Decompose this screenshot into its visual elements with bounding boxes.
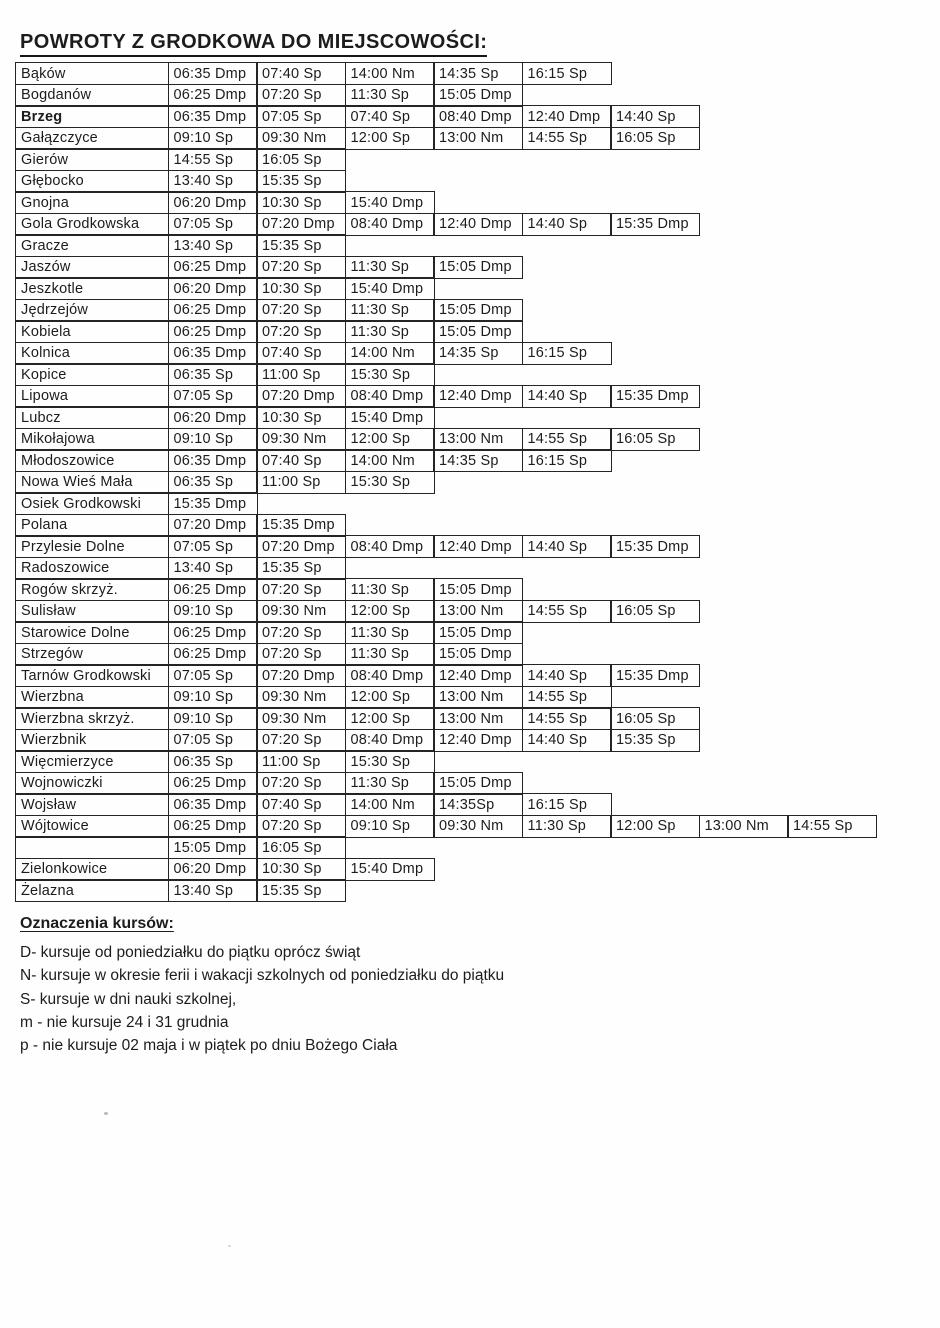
departure-time-cell: 08:40 Dmp: [345, 664, 435, 687]
place-name-cell: Gnojna: [15, 191, 169, 214]
departure-time-cell: 14:55 Sp: [522, 686, 612, 709]
place-name-cell: Polana: [15, 514, 169, 537]
departure-time-cell: 15:35 Sp: [256, 170, 346, 193]
departure-time-cell: 10:30 Sp: [256, 858, 346, 881]
place-name-cell: Wierzbna skrzyż.: [15, 707, 169, 730]
departure-time-cell: 11:30 Sp: [345, 643, 435, 666]
departure-time-cell: 06:20 Dmp: [168, 191, 258, 214]
departure-time-cell: 14:35 Sp: [433, 62, 523, 85]
departure-time-cell: 09:10 Sp: [345, 815, 435, 838]
departure-time-cell: 16:05 Sp: [610, 127, 700, 150]
departure-time-cell: 11:00 Sp: [256, 750, 346, 773]
departure-time-cell: 16:05 Sp: [610, 428, 700, 451]
departure-time-cell: 15:05 Dmp: [433, 621, 523, 644]
departure-time-cell: 13:40 Sp: [168, 234, 258, 257]
departure-time-cell: 14:40 Sp: [522, 535, 612, 558]
departure-time-cell: 14:00 Nm: [345, 62, 435, 85]
departure-time-cell: 06:35 Sp: [168, 363, 258, 386]
departure-time-cell: 07:20 Sp: [256, 643, 346, 666]
place-name-cell: Rogów skrzyż.: [15, 578, 169, 601]
departure-time-cell: 14:00 Nm: [345, 793, 435, 816]
table-row: [15, 729, 877, 752]
departure-time-cell: 16:05 Sp: [610, 600, 700, 623]
table-row: [15, 105, 877, 128]
departure-time-cell: 07:20 Sp: [256, 299, 346, 322]
departure-time-cell: 06:35 Sp: [168, 471, 258, 494]
place-name-cell: Zielonkowice: [15, 858, 169, 881]
departure-time-cell: 13:00 Nm: [433, 127, 523, 150]
departure-time-cell: 11:30 Sp: [522, 815, 612, 838]
legend-section: [20, 915, 504, 1057]
table-row: [15, 879, 877, 902]
scan-artifact-dot: [104, 1112, 108, 1115]
departure-time-cell: 12:40 Dmp: [433, 729, 523, 752]
table-row: [15, 449, 877, 472]
timetable: [15, 62, 877, 902]
departure-time-cell: 08:40 Dmp: [345, 213, 435, 236]
departure-time-cell: 14:35Sp: [433, 793, 523, 816]
departure-time-cell: 12:40 Dmp: [522, 105, 612, 128]
departure-time-cell: 07:20 Dmp: [256, 385, 346, 408]
table-row: [15, 815, 877, 838]
departure-time-cell: 10:30 Sp: [256, 191, 346, 214]
departure-time-cell: 14:55 Sp: [522, 600, 612, 623]
departure-time-cell: 15:35 Dmp: [256, 514, 346, 537]
departure-time-cell: 15:35 Dmp: [168, 492, 258, 515]
departure-time-cell: 07:05 Sp: [168, 385, 258, 408]
departure-time-cell: 09:30 Nm: [256, 127, 346, 150]
table-row: [15, 535, 877, 558]
departure-time-cell: 11:30 Sp: [345, 84, 435, 107]
departure-time-cell: 07:20 Dmp: [168, 514, 258, 537]
scan-artifact-line: [0, 1316, 940, 1318]
table-row: [15, 621, 877, 644]
table-row: [15, 686, 877, 709]
departure-time-cell: 14:35 Sp: [433, 342, 523, 365]
departure-time-cell: 06:20 Dmp: [168, 406, 258, 429]
departure-time-cell: 13:00 Nm: [433, 707, 523, 730]
table-row: [15, 191, 877, 214]
departure-time-cell: 07:40 Sp: [345, 105, 435, 128]
departure-time-cell: 07:20 Sp: [256, 815, 346, 838]
departure-time-cell: 09:10 Sp: [168, 600, 258, 623]
departure-time-cell: 11:30 Sp: [345, 621, 435, 644]
departure-time-cell: 16:05 Sp: [610, 707, 700, 730]
table-row: [15, 84, 877, 107]
departure-time-cell: 06:25 Dmp: [168, 299, 258, 322]
table-row: [15, 514, 877, 537]
departure-time-cell: 15:05 Dmp: [433, 320, 523, 343]
scan-artifact-dot: [228, 1245, 231, 1247]
departure-time-cell: 15:35 Dmp: [610, 664, 700, 687]
table-row: [15, 127, 877, 150]
table-row: [15, 428, 877, 451]
place-name-cell: Jaszów: [15, 256, 169, 279]
table-row: [15, 320, 877, 343]
departure-time-cell: 12:00 Sp: [345, 686, 435, 709]
departure-time-cell: 06:25 Dmp: [168, 84, 258, 107]
table-row: [15, 557, 877, 580]
place-name-cell: Przylesie Dolne: [15, 535, 169, 558]
departure-time-cell: 07:20 Sp: [256, 578, 346, 601]
place-name-cell: [15, 836, 169, 859]
place-name-cell: Starowice Dolne: [15, 621, 169, 644]
legend-heading: Oznaczenia kursów:: [20, 915, 174, 932]
departure-time-cell: 14:40 Sp: [522, 664, 612, 687]
departure-time-cell: 07:05 Sp: [168, 213, 258, 236]
departure-time-cell: 09:10 Sp: [168, 127, 258, 150]
departure-time-cell: 15:35 Sp: [256, 879, 346, 902]
table-row: [15, 836, 877, 859]
legend-item-p: p - nie kursuje 02 maja i w piątek po dniu Bożego Ciała: [20, 1037, 398, 1055]
departure-time-cell: 14:40 Sp: [522, 729, 612, 752]
table-row: [15, 600, 877, 623]
place-name-cell: Osiek Grodkowski: [15, 492, 169, 515]
departure-time-cell: 09:10 Sp: [168, 686, 258, 709]
departure-time-cell: 06:35 Dmp: [168, 449, 258, 472]
departure-time-cell: 13:00 Nm: [433, 686, 523, 709]
departure-time-cell: 12:00 Sp: [345, 127, 435, 150]
departure-time-cell: 16:05 Sp: [256, 148, 346, 171]
table-row: [15, 578, 877, 601]
departure-time-cell: 14:40 Sp: [522, 213, 612, 236]
departure-time-cell: 09:30 Nm: [433, 815, 523, 838]
departure-time-cell: 15:35 Sp: [256, 234, 346, 257]
departure-time-cell: 15:05 Dmp: [433, 256, 523, 279]
departure-time-cell: 08:40 Dmp: [345, 385, 435, 408]
table-row: [15, 213, 877, 236]
place-name-cell: Tarnów Grodkowski: [15, 664, 169, 687]
departure-time-cell: 09:30 Nm: [256, 428, 346, 451]
departure-time-cell: 06:20 Dmp: [168, 277, 258, 300]
departure-time-cell: 16:15 Sp: [522, 793, 612, 816]
place-name-cell: Mikołajowa: [15, 428, 169, 451]
departure-time-cell: 14:40 Sp: [610, 105, 700, 128]
table-row: [15, 170, 877, 193]
departure-time-cell: 06:35 Sp: [168, 750, 258, 773]
place-name-cell: Kolnica: [15, 342, 169, 365]
place-name-cell: Bąków: [15, 62, 169, 85]
departure-time-cell: 12:40 Dmp: [433, 385, 523, 408]
departure-time-cell: 12:00 Sp: [345, 707, 435, 730]
departure-time-cell: 06:35 Dmp: [168, 105, 258, 128]
place-name-cell: Wierzbnik: [15, 729, 169, 752]
departure-time-cell: 06:35 Dmp: [168, 62, 258, 85]
departure-time-cell: 16:15 Sp: [522, 62, 612, 85]
table-row: [15, 406, 877, 429]
table-row: [15, 234, 877, 257]
place-name-cell: Lipowa: [15, 385, 169, 408]
departure-time-cell: 15:05 Dmp: [433, 84, 523, 107]
table-row: [15, 750, 877, 773]
place-name-cell: Bogdanów: [15, 84, 169, 107]
table-row: [15, 664, 877, 687]
table-row: [15, 363, 877, 386]
table-row: [15, 62, 877, 85]
departure-time-cell: 06:25 Dmp: [168, 256, 258, 279]
departure-time-cell: 11:30 Sp: [345, 772, 435, 795]
table-row: [15, 793, 877, 816]
place-name-cell: Żelazna: [15, 879, 169, 902]
departure-time-cell: 10:30 Sp: [256, 406, 346, 429]
departure-time-cell: 13:00 Nm: [433, 600, 523, 623]
place-name-cell: Wojnowiczki: [15, 772, 169, 795]
departure-time-cell: 15:05 Dmp: [168, 836, 258, 859]
departure-time-cell: 09:30 Nm: [256, 707, 346, 730]
table-row: [15, 342, 877, 365]
departure-time-cell: 06:25 Dmp: [168, 815, 258, 838]
place-name-cell: Wójtowice: [15, 815, 169, 838]
departure-time-cell: 07:20 Sp: [256, 320, 346, 343]
departure-time-cell: 06:20 Dmp: [168, 858, 258, 881]
place-name-cell: Jędrzejów: [15, 299, 169, 322]
legend-item-s: S- kursuje w dni nauki szkolnej,: [20, 990, 237, 1008]
departure-time-cell: 15:40 Dmp: [345, 406, 435, 429]
table-row: [15, 707, 877, 730]
departure-time-cell: 07:05 Sp: [168, 729, 258, 752]
departure-time-cell: 16:05 Sp: [256, 836, 346, 859]
departure-time-cell: 06:25 Dmp: [168, 621, 258, 644]
legend-item-n: N- kursuje w okresie ferii i wakacji szkolnych od poniedziałku do piątku: [20, 967, 505, 985]
departure-time-cell: 14:35 Sp: [433, 449, 523, 472]
departure-time-cell: 06:25 Dmp: [168, 643, 258, 666]
departure-time-cell: 13:40 Sp: [168, 879, 258, 902]
departure-time-cell: 11:00 Sp: [256, 471, 346, 494]
departure-time-cell: 07:20 Sp: [256, 772, 346, 795]
place-name-cell: Radoszowice: [15, 557, 169, 580]
place-name-cell: Brzeg: [15, 105, 169, 128]
departure-time-cell: 12:00 Sp: [610, 815, 700, 838]
departure-time-cell: 15:30 Sp: [345, 750, 435, 773]
departure-time-cell: 14:55 Sp: [787, 815, 877, 838]
table-row: [15, 471, 877, 494]
legend-item-m: m - nie kursuje 24 i 31 grudnia: [20, 1013, 229, 1031]
place-name-cell: Gracze: [15, 234, 169, 257]
place-name-cell: Jeszkotle: [15, 277, 169, 300]
table-row: [15, 277, 877, 300]
departure-time-cell: 14:40 Sp: [522, 385, 612, 408]
departure-time-cell: 08:40 Dmp: [345, 535, 435, 558]
place-name-cell: Gałązczyce: [15, 127, 169, 150]
departure-time-cell: 07:20 Sp: [256, 729, 346, 752]
departure-time-cell: 14:00 Nm: [345, 342, 435, 365]
departure-time-cell: 07:40 Sp: [256, 449, 346, 472]
departure-time-cell: 07:40 Sp: [256, 62, 346, 85]
departure-time-cell: 15:40 Dmp: [345, 858, 435, 881]
table-row: [15, 299, 877, 322]
departure-time-cell: 10:30 Sp: [256, 277, 346, 300]
departure-time-cell: 07:20 Dmp: [256, 213, 346, 236]
departure-time-cell: 15:05 Dmp: [433, 643, 523, 666]
place-name-cell: Strzegów: [15, 643, 169, 666]
table-row: [15, 772, 877, 795]
place-name-cell: Kopice: [15, 363, 169, 386]
place-name-cell: Kobiela: [15, 320, 169, 343]
departure-time-cell: 07:40 Sp: [256, 793, 346, 816]
departure-time-cell: 14:55 Sp: [522, 707, 612, 730]
departure-time-cell: 06:35 Dmp: [168, 793, 258, 816]
departure-time-cell: 11:30 Sp: [345, 299, 435, 322]
page-title: POWROTY Z GRODKOWA DO MIEJSCOWOŚCI:: [20, 31, 487, 57]
departure-time-cell: 11:30 Sp: [345, 320, 435, 343]
table-row: [15, 385, 877, 408]
place-name-cell: Głębocko: [15, 170, 169, 193]
legend-item-d: D- kursuje od poniedziałku do piątku oprócz świąt: [20, 944, 361, 961]
departure-time-cell: 07:05 Sp: [256, 105, 346, 128]
departure-time-cell: 15:35 Dmp: [610, 535, 700, 558]
departure-time-cell: 06:25 Dmp: [168, 578, 258, 601]
departure-time-cell: 12:40 Dmp: [433, 664, 523, 687]
departure-time-cell: 14:55 Sp: [522, 428, 612, 451]
departure-time-cell: 15:35 Sp: [256, 557, 346, 580]
departure-time-cell: 07:20 Dmp: [256, 664, 346, 687]
departure-time-cell: 15:40 Dmp: [345, 277, 435, 300]
departure-time-cell: 16:15 Sp: [522, 449, 612, 472]
place-name-cell: Wojsław: [15, 793, 169, 816]
departure-time-cell: 15:40 Dmp: [345, 191, 435, 214]
place-name-cell: Gola Grodkowska: [15, 213, 169, 236]
departure-time-cell: 13:00 Nm: [699, 815, 789, 838]
departure-time-cell: 13:00 Nm: [433, 428, 523, 451]
departure-time-cell: 15:05 Dmp: [433, 578, 523, 601]
departure-time-cell: 07:05 Sp: [168, 664, 258, 687]
departure-time-cell: 15:05 Dmp: [433, 299, 523, 322]
table-row: [15, 148, 877, 171]
table-row: [15, 643, 877, 666]
departure-time-cell: 14:00 Nm: [345, 449, 435, 472]
departure-time-cell: 09:10 Sp: [168, 428, 258, 451]
departure-time-cell: 14:55 Sp: [168, 148, 258, 171]
departure-time-cell: 15:30 Sp: [345, 363, 435, 386]
departure-time-cell: 13:40 Sp: [168, 557, 258, 580]
departure-time-cell: 07:40 Sp: [256, 342, 346, 365]
departure-time-cell: 06:35 Dmp: [168, 342, 258, 365]
place-name-cell: Lubcz: [15, 406, 169, 429]
departure-time-cell: 12:00 Sp: [345, 428, 435, 451]
departure-time-cell: 12:40 Dmp: [433, 535, 523, 558]
table-row: [15, 256, 877, 279]
table-row: [15, 492, 877, 515]
departure-time-cell: 15:05 Dmp: [433, 772, 523, 795]
place-name-cell: Gierów: [15, 148, 169, 171]
departure-time-cell: 11:30 Sp: [345, 578, 435, 601]
departure-time-cell: 14:55 Sp: [522, 127, 612, 150]
departure-time-cell: 09:30 Nm: [256, 686, 346, 709]
departure-time-cell: 11:00 Sp: [256, 363, 346, 386]
departure-time-cell: 08:40 Dmp: [345, 729, 435, 752]
departure-time-cell: 12:00 Sp: [345, 600, 435, 623]
departure-time-cell: 15:30 Sp: [345, 471, 435, 494]
departure-time-cell: 09:30 Nm: [256, 600, 346, 623]
departure-time-cell: 08:40 Dmp: [433, 105, 523, 128]
place-name-cell: Wierzbna: [15, 686, 169, 709]
departure-time-cell: 09:10 Sp: [168, 707, 258, 730]
departure-time-cell: 07:20 Sp: [256, 84, 346, 107]
departure-time-cell: 07:05 Sp: [168, 535, 258, 558]
departure-time-cell: 07:20 Dmp: [256, 535, 346, 558]
place-name-cell: Młodoszowice: [15, 449, 169, 472]
departure-time-cell: 11:30 Sp: [345, 256, 435, 279]
table-row: [15, 858, 877, 881]
place-name-cell: Więcmierzyce: [15, 750, 169, 773]
place-name-cell: Nowa Wieś Mała: [15, 471, 169, 494]
departure-time-cell: 07:20 Sp: [256, 256, 346, 279]
departure-time-cell: 13:40 Sp: [168, 170, 258, 193]
departure-time-cell: 07:20 Sp: [256, 621, 346, 644]
departure-time-cell: 12:40 Dmp: [433, 213, 523, 236]
departure-time-cell: 15:35 Dmp: [610, 385, 700, 408]
departure-time-cell: 06:25 Dmp: [168, 772, 258, 795]
place-name-cell: Sulisław: [15, 600, 169, 623]
departure-time-cell: 06:25 Dmp: [168, 320, 258, 343]
departure-time-cell: 15:35 Dmp: [610, 213, 700, 236]
departure-time-cell: 16:15 Sp: [522, 342, 612, 365]
departure-time-cell: 15:35 Sp: [610, 729, 700, 752]
